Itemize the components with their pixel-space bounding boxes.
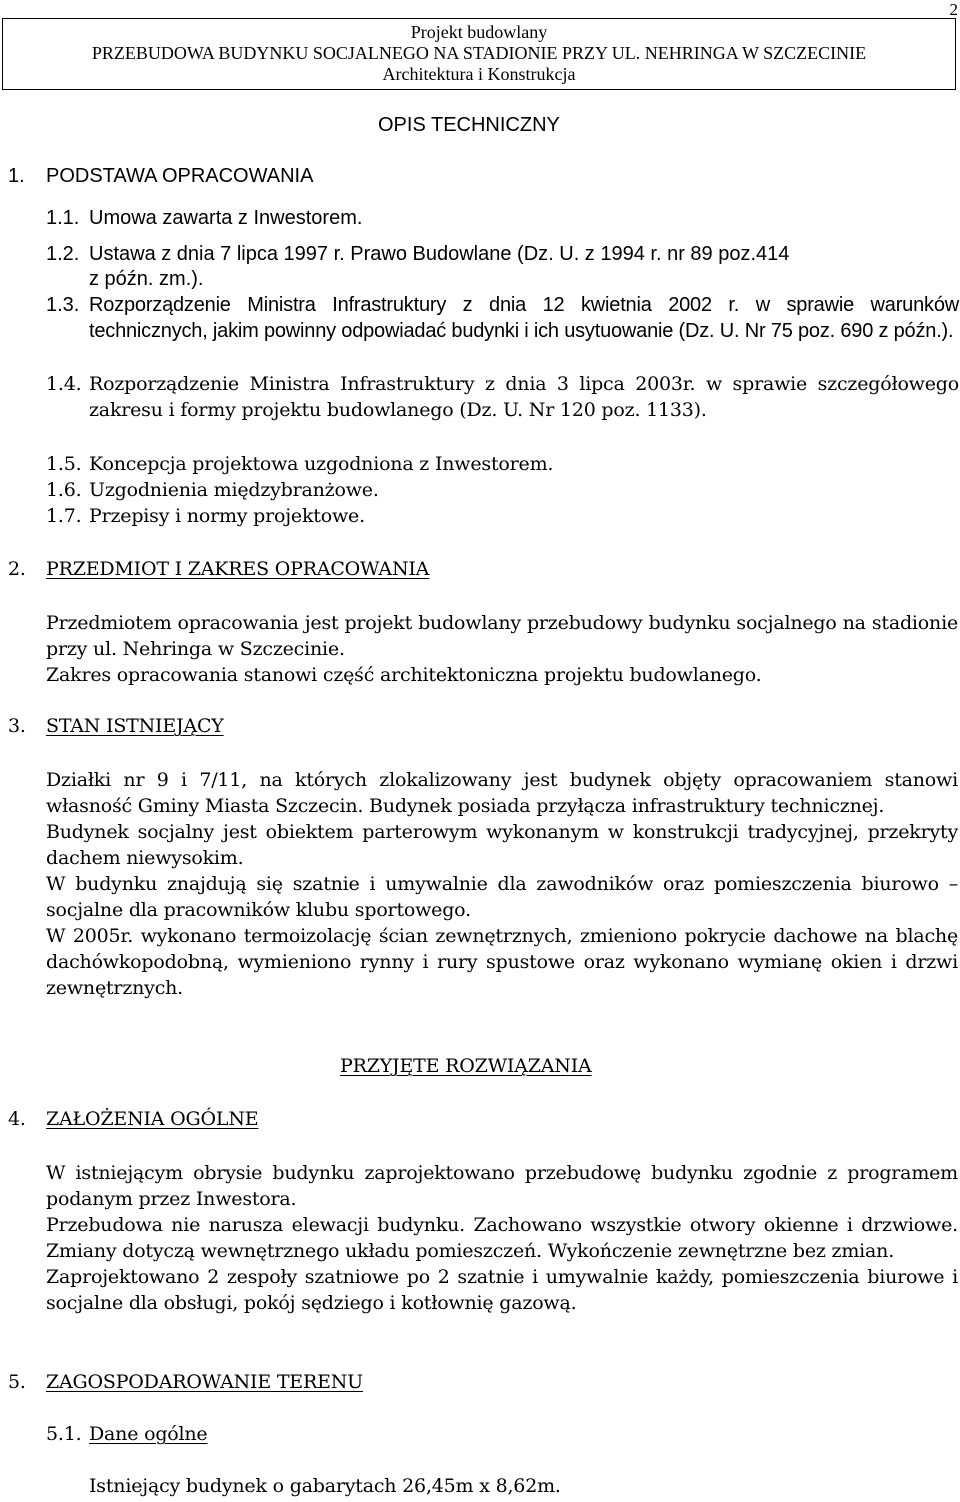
section-3-paragraph-2: Budynek socjalny jest obiektem parterowym wykonanym w konstrukcji tradycyjnej, przekryty dachem niewysokim. [46, 821, 958, 869]
item-1-3 [89, 292, 959, 344]
item-1-6-text: Uzgodnienia międzybranżowe. [89, 479, 379, 501]
section-4-title: ZAŁOŻENIA OGÓLNE [46, 1108, 259, 1130]
item-1-5-number: 1.5. [46, 453, 82, 475]
section-5-number: 5. [8, 1371, 26, 1393]
item-1-4-number: 1.4. [46, 373, 82, 395]
section-3-body [46, 767, 958, 1001]
item-1-1-text: Umowa zawarta z Inwestorem. [89, 207, 363, 229]
section-3-title: STAN ISTNIEJĄCY [46, 715, 224, 737]
document-title: OPIS TECHNICZNY [378, 114, 560, 136]
page-number: 2 [949, 0, 958, 19]
header-project-type: Projekt budowlany [410, 22, 548, 42]
section-3-number: 3. [8, 715, 26, 737]
section-3-paragraph-1: Działki nr 9 i 7/11, na których zlokalizowany jest budynek objęty opracowaniem stanowi własność Gminy Miasta Szczecin. Budynek posiada przyłącza infrastruktury technicznej. [46, 769, 958, 817]
item-1-4-text: Rozporządzenie Ministra Infrastruktury z dnia 3 lipca 2003r. w sprawie szczegółowego zakresu i formy projektu budowlanego (Dz. U. Nr 120 poz. 1133). [89, 373, 959, 421]
section-2-paragraph-2: Zakres opracowania stanowi część architektoniczna projektu budowlanego. [46, 664, 762, 686]
subsection-5-1-paragraph: Istniejący budynek o gabarytach 26,45m x 8,62m. [89, 1475, 561, 1497]
item-1-3-text: Rozporządzenie Ministra Infrastruktury z dnia 12 kwietnia 2002 r. w sprawie warunków technicznych, jakim powinny odpowiadać budynki i ich usytuowanie (Dz. U. Nr 75 poz. 690 z późn.). [89, 294, 959, 342]
section-2-paragraph-1: Przedmiotem opracowania jest projekt budowlany przebudowy budynku socjalnego na stadionie przy ul. Nehringa w Szczecinie. [46, 612, 958, 660]
header-project-title: PRZEBUDOWA BUDYNKU SOCJALNEGO NA STADIONIE PRZY UL. NEHRINGA W SZCZECINIE [91, 43, 867, 63]
item-1-7-text: Przepisy i normy projektowe. [89, 505, 365, 527]
section-5-title: ZAGOSPODAROWANIE TERENU [46, 1371, 363, 1393]
solutions-heading: PRZYJĘTE ROZWIĄZANIA [340, 1055, 592, 1077]
section-3-paragraph-3: W budynku znajdują się szatnie i umywalnie dla zawodników oraz pomieszczenia biurowo – socjalne dla pracowników klubu sportowego. [46, 873, 958, 921]
item-1-4 [89, 371, 959, 423]
section-4-body [46, 1160, 958, 1316]
item-1-1-number: 1.1. [46, 207, 80, 229]
subsection-5-1-number: 5.1. [46, 1423, 82, 1445]
item-1-6-number: 1.6. [46, 479, 82, 501]
section-1-number: 1. [8, 165, 25, 187]
section-1-title: PODSTAWA OPRACOWANIA [46, 165, 314, 187]
section-2-body [46, 610, 958, 688]
section-4-paragraph-2: Przebudowa nie narusza elewacji budynku. Zachowano wszystkie otwory okienne i drzwiowe. Zmiany dotyczą wewnętrznego układu pomieszczeń. Wykończenie zewnętrzne bez zmian. [46, 1214, 958, 1262]
item-1-3-number: 1.3. [46, 294, 80, 316]
item-1-7-number: 1.7. [46, 505, 82, 527]
section-2-number: 2. [8, 558, 26, 580]
section-4-number: 4. [8, 1108, 26, 1130]
item-1-5-text: Koncepcja projektowa uzgodniona z Inwestorem. [89, 453, 554, 475]
section-4-paragraph-1: W istniejącym obrysie budynku zaprojektowano przebudowę budynku zgodnie z programem podanym przez Inwestora. [46, 1162, 958, 1210]
section-2-title: PRZEDMIOT I ZAKRES OPRACOWANIA [46, 558, 430, 580]
section-4-paragraph-3: Zaprojektowano 2 zespoły szatniowe po 2 szatnie i umywalnie każdy, pomieszczenia biurowe i socjalne dla obsługi, pokój sędziego i kotłownię gazową. [46, 1266, 958, 1314]
item-1-2-number: 1.2. [46, 243, 80, 265]
document-header [2, 18, 956, 90]
header-discipline: Architektura i Konstrukcja [382, 64, 576, 84]
section-3-paragraph-4: W 2005r. wykonano termoizolację ścian zewnętrznych, zmieniono pokrycie dachowe na blachę dachówkopodobną, wymieniono rynny i rury spustowe oraz wykonano wymianę okien i drzwi zewnętrznych. [46, 925, 958, 999]
item-1-2-text-line2: z późn. zm.). [89, 268, 204, 290]
item-1-2-text-line1: Ustawa z dnia 7 lipca 1997 r. Prawo Budowlane (Dz. U. z 1994 r. nr 89 poz.414 [89, 243, 790, 265]
subsection-5-1-title: Dane ogólne [89, 1423, 208, 1445]
